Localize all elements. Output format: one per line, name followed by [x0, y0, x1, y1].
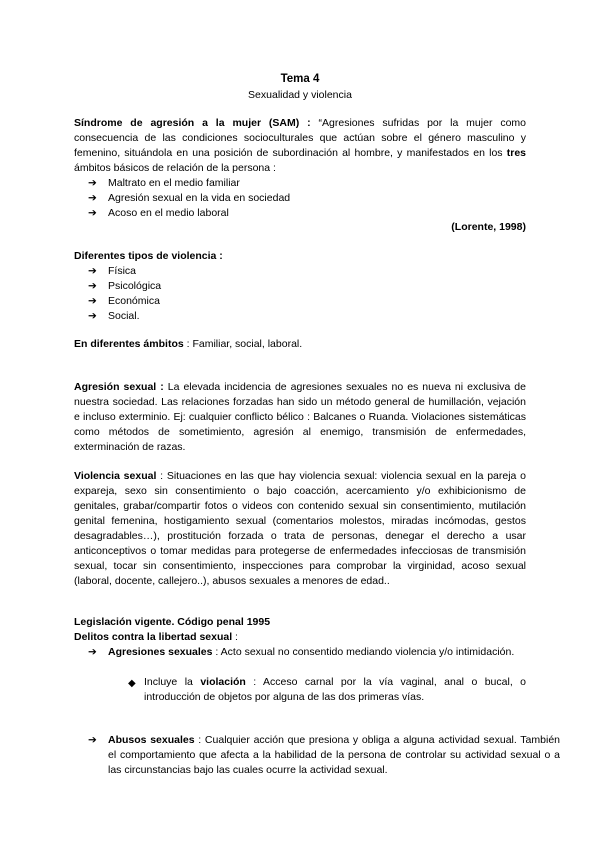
list-item: ➔ Acoso en el medio laboral: [88, 207, 229, 219]
list-item: ➔ Física: [88, 265, 137, 277]
sam-text-1: “Agresiones sufridas por la mujer como consecuencia de las condiciones socioculturales que actúan sobre el género masculino y femenino, situándola en una posición de subordinación al hombre, y manifestados en los: [74, 117, 526, 159]
violacion-term: violación: [200, 676, 246, 688]
legislacion-heading: Legislación vigente. Código penal 1995: [74, 616, 271, 628]
tipos-heading: Diferentes tipos de violencia :: [74, 250, 223, 262]
agresiones-item: [74, 645, 560, 660]
arrow-icon: ➔: [88, 646, 97, 658]
list-item: ➔ Psicológica: [88, 280, 162, 292]
ambitos-line: [74, 337, 526, 352]
sam-paragraph: [74, 116, 526, 176]
arrow-icon: ➔: [88, 207, 97, 219]
sam-colon: :: [299, 117, 311, 129]
sam-term: Síndrome de agresión a la mujer (SAM): [74, 117, 300, 129]
list-item: ➔ Maltrato en el medio familiar: [88, 177, 240, 189]
delitos-line: [74, 630, 526, 645]
list-item: ➔ Agresión sexual en la vida en sociedad: [88, 192, 291, 204]
abusos-item: [74, 733, 560, 778]
ambitos-text: : Familiar, social, laboral.: [183, 338, 303, 350]
tipos-list: [74, 264, 526, 324]
arrow-icon: ➔: [88, 280, 97, 292]
page-title: Tema 4: [280, 73, 320, 85]
list-item: ➔ Económica: [88, 295, 160, 307]
agresiones-label: Agresiones sexuales: [108, 646, 213, 658]
sam-tres: tres: [506, 147, 526, 159]
arrow-icon: ➔: [88, 192, 97, 204]
incluye-pre: Incluye la: [144, 676, 201, 688]
violencia-label: Violencia sexual: [74, 470, 157, 482]
delitos-colon: :: [232, 631, 238, 643]
abusos-label: Abusos sexuales: [108, 734, 195, 746]
ambitos-label: En diferentes ámbitos: [74, 338, 184, 350]
page-subtitle: Sexualidad y violencia: [248, 89, 352, 101]
agresion-label: Agresión sexual :: [74, 381, 164, 393]
abusos-text: : Cualquier acción que presiona y obliga a alguna actividad sexual. También el comportamiento que afecta a la habilidad de la persona de controlar su actividad sexual o a las circunstancias bajo las cuales ocurre la actividad sexual.: [108, 734, 560, 776]
violencia-paragraph: [74, 469, 526, 589]
agresiones-text: : Acto sexual no consentido mediando violencia y/o intimidación.: [212, 646, 515, 658]
list-item: ➔ Social.: [88, 310, 140, 322]
citation: (Lorente, 1998): [451, 221, 526, 233]
arrow-icon: ➔: [88, 177, 97, 189]
violacion-item: [74, 675, 526, 705]
arrow-icon: ➔: [88, 265, 97, 277]
sam-text-2: ámbitos básicos de relación de la persona :: [74, 162, 276, 174]
incluye-post: : Acceso carnal por la vía vaginal, anal o bucal, o introducción de objetos por alguna de las dos primeras vías.: [144, 676, 527, 703]
delitos-label: Delitos contra la libertad sexual: [74, 631, 233, 643]
agresion-paragraph: [74, 380, 526, 455]
arrow-icon: ➔: [88, 295, 97, 307]
sam-list: [74, 176, 526, 221]
arrow-icon: ➔: [88, 310, 97, 322]
arrow-icon: ➔: [88, 734, 97, 746]
violencia-text: : Situaciones en las que hay violencia sexual: violencia sexual en la pareja o expareja, sexo sin consentimiento o bajo coacción, acercamiento y/o exhibicionismo de genitales, grabar/compartir fotos o videos con contenido sexual sin consentimiento, mutilación genital femenina, hostigamiento sexual (comentarios molestos, miradas incómodas, gestos desagradables…), prostitución forzada o trata de personas, denegar el derecho a usar anticonceptivos o tomar medidas para protegerse de enfermedades infecciosas de transmisión sexual, tocar sin consentimiento, inspecciones para comprobar la virginidad, acoso sexual (laboral, docente, callejero..), abusos sexuales a menores de edad..: [74, 470, 526, 587]
diamond-bullet-icon: ◆: [128, 678, 136, 689]
agresion-text: La elevada incidencia de agresiones sexuales no es nueva ni exclusiva de nuestra sociedad. Las relaciones forzadas han sido un método general de humillación, vejación e incluso exterminio. Ej: cualquier conflicto bélico : Balcanes o Ruanda. Violaciones sistemáticas como métodos de sometimiento, agresión al enemigo, transmisión de enfermedades, exterminación de razas.: [74, 381, 526, 453]
